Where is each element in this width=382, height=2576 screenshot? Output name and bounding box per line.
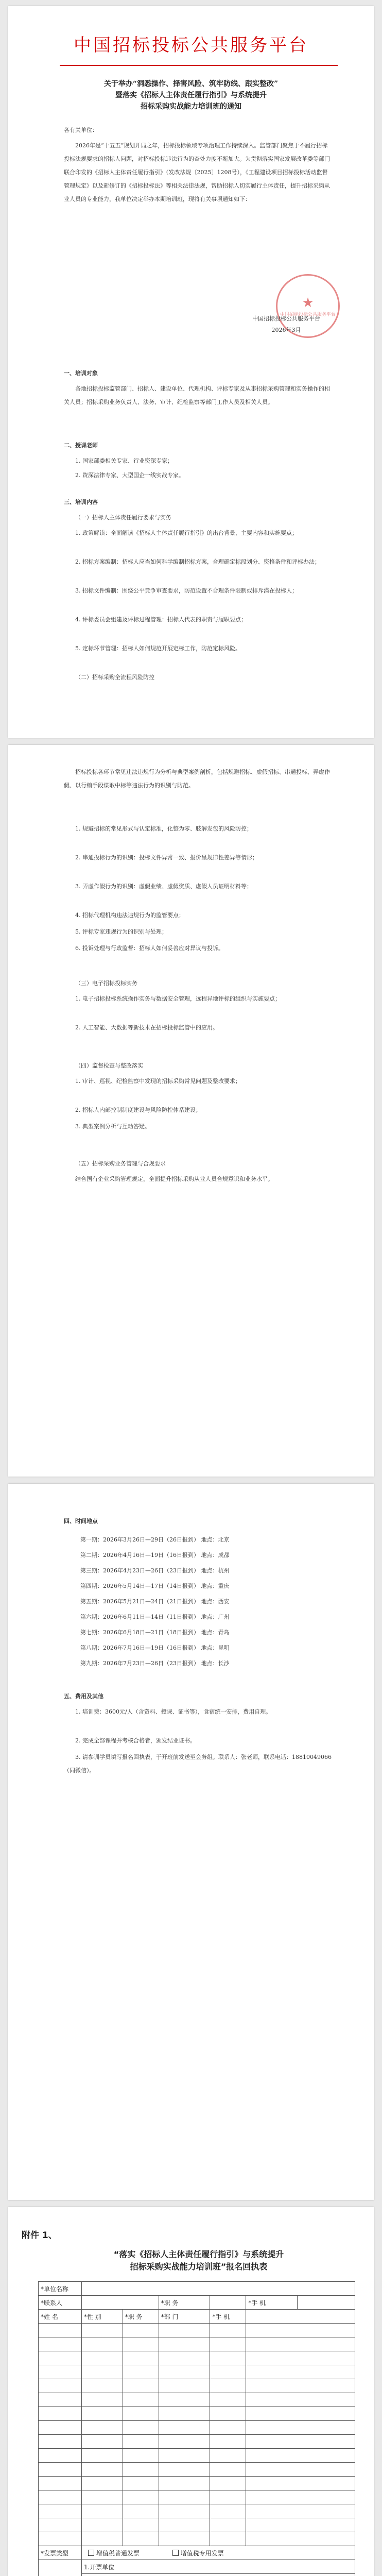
duty-column-header: *职 务 [123,2310,159,2324]
schedule-row: 第八期：2026年7月16日—19日（16日报到） 地点：昆明 [80,1645,230,1651]
schedule-row: 第六期：2026年6月11日—14日（11日报到） 地点：广州 [80,1614,230,1620]
attendee-cell[interactable] [246,2449,355,2463]
schedule-row: 第九期：2026年7月23日—26日（23日报到） 地点：长沙 [80,1660,230,1667]
fee-item: 2. 完成全部课程并考核合格者，颁发结业证书。 [75,1737,196,1744]
section-text: 招标投标各环节常见违法违规行为分析与典型案例剖析，包括规避招标、虚假招标、串通投标、弄虚作假、以行贿手段谋取中标等违法行为的识别与防范。 [64,769,330,789]
attendee-cell[interactable] [123,2477,159,2490]
attendee-cell[interactable] [246,2504,355,2518]
attendee-cell[interactable] [159,2463,210,2477]
attendee-cell[interactable] [210,2532,246,2546]
attendee-cell[interactable] [246,2435,355,2449]
schedule-row: 第七期：2026年6月18日—21日（18日报到） 地点：青岛 [80,1629,230,1636]
section-text: 各地招标投标监管部门、招标人、建设单位、代理机构、评标专家及从事招标采购管理和实务操作的相关人员；招标采购业务负责人、法务、审计、纪检监察等部门工作人员及相关人员。 [64,385,330,405]
content-item: 2. 人工智能、大数据等新技术在招标投标监管中的应用。 [75,1024,218,1031]
attendee-cell[interactable] [123,2351,159,2365]
attendee-cell[interactable] [81,2337,123,2351]
content-item: 6. 投诉处理与行政监督：招标人如何妥善应对异议与投诉。 [75,945,224,952]
content-item: 1. 规避招标的常见形式与认定标准，化整为零、肢解发包的风险防控； [75,825,252,832]
red-header-line [60,65,338,66]
attendee-cell[interactable] [123,2449,159,2463]
form-title-line: 招标采购实战能力培训班”报名回执表 [130,2262,268,2272]
attendee-cell[interactable] [81,2435,123,2449]
content-item: 3. 典型案例分析与互动答疑。 [75,1123,150,1130]
attendee-cell[interactable] [81,2421,123,2435]
attendee-cell[interactable] [123,2337,159,2351]
dept-column-header: *部 门 [159,2310,210,2324]
attendee-cell[interactable] [39,2490,82,2504]
attendee-cell[interactable] [246,2421,355,2435]
issuer-title: 中国招标投标公共服务平台 [74,35,308,56]
attendee-row [39,2518,355,2532]
attendee-cell[interactable] [81,2477,123,2490]
attendee-cell[interactable] [210,2379,246,2393]
attendee-row [39,2351,355,2365]
invoice-company-field[interactable]: 1.开票单位 [81,2560,355,2574]
section-heading: 三、培训内容 [64,499,98,505]
content-item: 2. 招标方案编制：招标人应当如何科学编制招标方案，合理确定标段划分、资格条件和评标办法； [75,558,320,565]
content-item: 3. 弄虚作假行为的识别：虚假业绩、虚假资质、虚假人员证明材料等； [75,883,252,890]
section-heading: 二、授课老师 [64,442,98,449]
subsection-heading: （四）监督检查与整改落实 [75,1062,143,1069]
attendee-cell[interactable] [39,2463,82,2477]
registration-table [38,2281,355,2576]
invoice-normal-checkbox[interactable] [88,2550,94,2556]
attendee-cell[interactable] [246,2532,355,2546]
attendee-cell[interactable] [159,2532,210,2546]
attendee-cell[interactable] [123,2532,159,2546]
form-title [85,2248,312,2273]
attendee-row [39,2324,355,2337]
blank-column-header [246,2310,355,2324]
attendee-cell[interactable] [123,2421,159,2435]
gender-column-header: *性 别 [81,2310,123,2324]
subsection-heading: （五）招标采购业务管理与合规要求 [75,1160,166,1167]
attendee-cell[interactable] [123,2365,159,2379]
attendee-cell[interactable] [123,2463,159,2477]
notice-page-3 [8,1484,374,2200]
attendee-cell[interactable] [246,2337,355,2351]
attendee-cell[interactable] [210,2435,246,2449]
subsection-heading: （二）招标采购全流程风险防控 [75,674,154,681]
section-text: 2. 资深法律专家、大型国企一线实战专家。 [75,472,184,479]
attendee-cell[interactable] [123,2435,159,2449]
attendee-cell[interactable] [246,2379,355,2393]
attendee-cell[interactable] [210,2337,246,2351]
form-title-line: “落实《招标人主体责任履行指引》与系统提升 [113,2249,284,2259]
attendee-cell[interactable] [39,2449,82,2463]
attendee-cell[interactable] [210,2490,246,2504]
attendee-cell[interactable] [246,2463,355,2477]
attendee-row [39,2365,355,2379]
attendee-cell[interactable] [210,2393,246,2407]
attendee-cell[interactable] [39,2365,82,2379]
intro-paragraph: 2026年是“十五五”规划开局之年，招标投标领域专项治理工作持续深入。监管部门聚焦于不履行招标投标法规要求的招标人问题，对招标投标违法行为的查处力度不断加大。为贯彻落实国家发展改革委等部门联合印发的《招标人主体责任履行指引》（发改法规〔2025〕1208号），《工程建设项目招标投标活动监督管理规定》以及新修订的《招标投标法》等相关法律法规，帮助招标人切实履行主体责任，提升招标采购从业人员的专业能力，我单位决定举办本期培训班，现将有关事项通知如下： [64,142,330,202]
attendee-cell[interactable] [159,2365,210,2379]
attendee-cell[interactable] [159,2407,210,2421]
content-item: 4. 评标委员会组建及评标过程管理：招标人代表的职责与履职要点； [75,616,247,623]
duty-label: *职 务 [159,2296,210,2310]
signature-date: 2026年3月 [271,327,301,333]
registration-form-page [8,2207,374,2576]
notice-title [75,78,307,112]
attendee-cell[interactable] [81,2365,123,2379]
notice-title-line: 关于举办“洞悉操作、择害风险、筑牢防线、跟实整改” [103,80,279,88]
attendee-cell[interactable] [123,2324,159,2337]
section-heading: 四、时间地点 [64,1518,98,1524]
content-item: 2. 招标人内部控制制度建设与风险防控体系建设； [75,1107,201,1113]
attendee-cell[interactable] [246,2351,355,2365]
schedule-row: 第三期：2026年4月23日—26日（23日报到） 地点：杭州 [80,1567,230,1574]
attendee-cell[interactable] [81,2407,123,2421]
attendee-cell[interactable] [210,2351,246,2365]
attendee-cell[interactable] [159,2449,210,2463]
schedule-row: 第一期：2026年3月26日—29日（26日报到） 地点：北京 [80,1536,230,1543]
signature-block [224,313,348,336]
attendee-cell[interactable] [81,2490,123,2504]
invoice-special-label: 增值税专用发票 [180,2549,224,2557]
notice-title-line: 暨落实《招标人主体责任履行指引》与系统提升 [115,91,267,99]
content-item: 1. 政策解读：全面解读《招标人主体责任履行指引》的出台背景、主要内容和实施要点； [75,530,298,536]
attendee-cell[interactable] [246,2407,355,2421]
attendee-cell[interactable] [123,2490,159,2504]
attendee-cell[interactable] [159,2490,210,2504]
notice-page-1 [8,6,374,738]
attendee-row [39,2435,355,2449]
attendee-cell[interactable] [246,2324,355,2337]
schedule-row: 第二期：2026年4月16日—19日（16日报到） 地点：成都 [80,1552,230,1558]
invoice-type-label: *发票类型 [39,2546,82,2560]
attendee-row [39,2490,355,2504]
attendee-cell[interactable] [159,2393,210,2407]
invoice-taxid-field[interactable] [81,2574,355,2576]
attendee-cell[interactable] [159,2351,210,2365]
section-heading: 一、培训对象 [64,370,98,377]
attendee-cell[interactable] [159,2421,210,2435]
invoice-special-checkbox[interactable] [172,2550,179,2556]
attachment-label: 附件 1、 [22,2230,57,2241]
attendee-row [39,2393,355,2407]
attendee-cell[interactable] [39,2518,82,2532]
attendee-cell[interactable] [39,2393,82,2407]
mobile-input[interactable] [298,2296,355,2310]
content-item: 5. 评标专家违规行为的识别与处理； [75,928,167,935]
section-heading: 五、费用及其他 [64,1693,103,1700]
contact-label: *联系人 [39,2296,82,2310]
attendee-row [39,2407,355,2421]
attendee-cell[interactable] [39,2379,82,2393]
section-text: 1. 国家部委相关专家、行业资深专家； [75,457,173,464]
attendee-cell[interactable] [81,2393,123,2407]
attendee-cell[interactable] [159,2518,210,2532]
attendee-cell[interactable] [39,2504,82,2518]
section-text: 结合国有企业采购管理规定，全面提升招标采购从业人员合规意识和业务水平。 [75,1176,273,1182]
notice-page-2 [8,745,374,1477]
attendee-cell[interactable] [81,2532,123,2546]
contact-input[interactable] [81,2296,159,2310]
attendee-cell[interactable] [81,2449,123,2463]
attendee-row [39,2532,355,2546]
attendee-cell[interactable] [81,2379,123,2393]
subsection-heading: （一）招标人主体责任履行要求与实务 [75,514,171,521]
invoice-normal-label: 增值税普通发票 [96,2549,140,2557]
subsection-heading: （三）电子招标投标实务 [75,980,137,987]
attendee-cell[interactable] [39,2532,82,2546]
attendee-row [39,2337,355,2351]
mobile-column-header: *手 机 [210,2310,246,2324]
content-item: 3. 招标文件编制：围绕公平竞争审查要求，防范设置不合理条件限制或排斥潜在投标人； [75,587,298,594]
attendee-cell[interactable] [210,2518,246,2532]
attendee-cell[interactable] [39,2324,82,2337]
content-item: 2. 串通投标行为的识别：投标文件异常一致、报价呈规律性差异等情形； [75,854,258,861]
official-seal: ★ 中国招标投标公共服务平台 [276,274,340,338]
attendee-cell[interactable] [246,2365,355,2379]
duty-input[interactable] [210,2296,246,2310]
attendee-cell[interactable] [210,2463,246,2477]
attendee-row [39,2379,355,2393]
signature-issuer: 中国招标投标公共服务平台 [252,315,320,322]
attendee-row [39,2421,355,2435]
attendee-cell[interactable] [159,2477,210,2490]
attendee-cell[interactable] [39,2421,82,2435]
invoice-type-options [81,2546,355,2560]
salutation: 各有关单位： [64,127,98,133]
attendee-cell[interactable] [81,2518,123,2532]
attendee-cell[interactable] [159,2435,210,2449]
attendee-row [39,2463,355,2477]
fee-item: 1. 培训费：3600元/人（含资料、授课、证书等），食宿统一安排，费用自理。 [75,1708,272,1715]
attendee-cell[interactable] [246,2477,355,2490]
unit-name-input[interactable] [81,2282,355,2296]
attendee-cell[interactable] [210,2504,246,2518]
schedule-row: 第五期：2026年5月21日—24日（21日报到） 地点：西安 [80,1598,230,1605]
attendee-cell[interactable] [159,2337,210,2351]
schedule-row: 第四期：2026年5月14日—17日（14日报到） 地点：重庆 [80,1583,230,1589]
attendee-cell[interactable] [123,2379,159,2393]
attendee-cell[interactable] [246,2490,355,2504]
attendee-cell[interactable] [81,2324,123,2337]
attendee-cell[interactable] [123,2393,159,2407]
attendee-cell[interactable] [123,2504,159,2518]
attendee-cell[interactable] [210,2477,246,2490]
name-column-header: *姓 名 [39,2310,82,2324]
attendee-cell[interactable] [39,2337,82,2351]
attendee-cell[interactable] [210,2421,246,2435]
content-item: 5. 定标环节管理：招标人如何规范开展定标工作，防范定标风险。 [75,645,241,652]
content-item: 1. 电子招标投标系统操作实务与数据安全管理，远程异地评标的组织与实施要点； [75,995,281,1002]
attendee-cell[interactable] [246,2393,355,2407]
attendee-cell[interactable] [123,2407,159,2421]
invoice-info-label [39,2560,82,2576]
attendee-cell[interactable] [159,2324,210,2337]
attendee-row [39,2504,355,2518]
attendee-cell[interactable] [81,2463,123,2477]
attendee-cell[interactable] [210,2449,246,2463]
attendee-cell[interactable] [81,2504,123,2518]
attendee-cell[interactable] [210,2324,246,2337]
mobile-label: *手 机 [246,2296,298,2310]
attendee-row [39,2477,355,2490]
attendee-cell[interactable] [81,2351,123,2365]
attendee-cell[interactable] [39,2351,82,2365]
unit-name-label: *单位名称 [39,2282,82,2296]
attendee-cell[interactable] [39,2435,82,2449]
fee-item: 3. 请参训学员填写报名回执表，于开班前发送至会务组。联系人：张老师，联系电话：18810049066（同微信）。 [64,1754,332,1774]
content-item: 1. 审计、巡视、纪检监察中发现的招标采购常见问题及整改要求； [75,1078,241,1084]
attendee-cell[interactable] [210,2365,246,2379]
attendee-cell[interactable] [159,2504,210,2518]
content-item: 4. 招标代理机构违法违规行为的监管要点； [75,912,184,919]
attendee-cell[interactable] [159,2379,210,2393]
notice-title-line: 招标采购实战能力培训班的通知 [141,103,241,111]
attendee-cell[interactable] [39,2407,82,2421]
attendee-cell[interactable] [39,2477,82,2490]
attendee-cell[interactable] [246,2518,355,2532]
attendee-cell[interactable] [210,2407,246,2421]
attendee-row [39,2449,355,2463]
attendee-cell[interactable] [123,2518,159,2532]
